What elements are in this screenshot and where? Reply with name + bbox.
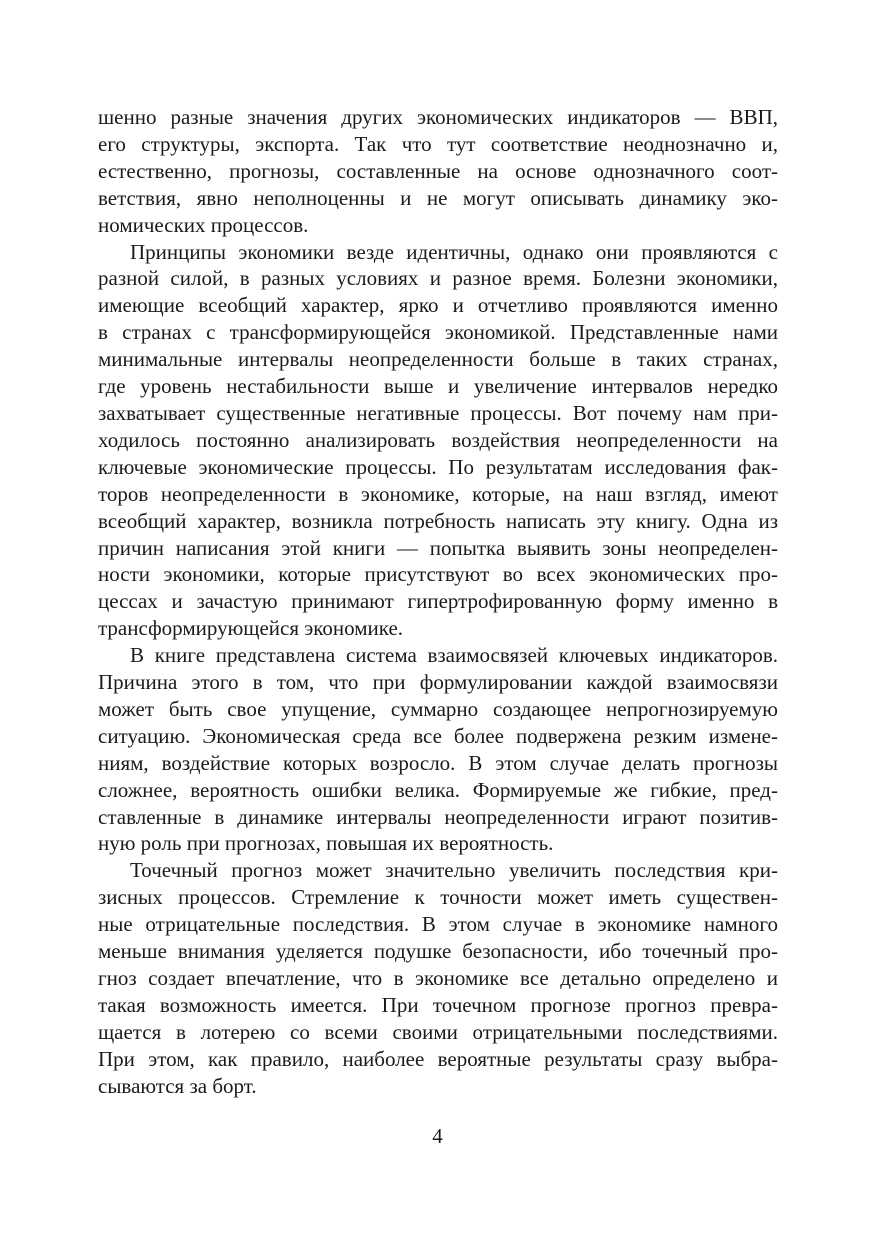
paragraph-2 <box>98 239 778 643</box>
text-line: сложнее, вероятность ошибки велика. Формируемые же гибкие, пред- <box>98 777 778 802</box>
text-line: трансформирующейся экономике. <box>98 616 404 641</box>
text-line: ности экономики, которые присутствуют во всех экономических про- <box>98 562 778 587</box>
text-line: ные отрицательные последствия. В этом случае в экономике намного <box>98 912 778 937</box>
paragraph-1 <box>98 104 778 239</box>
text-line: зисных процессов. Стремление к точности может иметь существен- <box>98 885 778 910</box>
text-line: разной силой, в разных условиях и разное время. Болезни экономики, <box>98 266 778 291</box>
text-line: торов неопределенности в экономике, которые, на наш взгляд, имеют <box>98 481 778 506</box>
text-line: гноз создает впечатление, что в экономике все детально определено и <box>98 966 778 990</box>
text-line: Причина этого в том, что при формулировании каждой взаимосвязи <box>98 670 778 695</box>
text-line: имеющие всеобщий характер, ярко и отчетливо проявляются именно <box>98 293 778 318</box>
page-body <box>98 104 778 1100</box>
text-line: всеобщий характер, возникла потребность написать эту книгу. Одна из <box>98 508 778 533</box>
text-line: При этом, как правило, наиболее вероятные результаты сразу выбра- <box>98 1046 778 1071</box>
text-line: В книге представлена система взаимосвязей ключевых индикаторов. <box>130 643 778 668</box>
text-line: такая возможность имеется. При точечном прогнозе прогноз превра- <box>98 992 778 1017</box>
page-number: 4 <box>432 1124 443 1148</box>
text-line: ставленные в динамике интервалы неопределенности играют позитив- <box>98 804 778 829</box>
text-line: шенно разные значения других экономических индикаторов — ВВП, <box>98 105 778 129</box>
paragraph-4 <box>98 857 778 1099</box>
text-line: причин написания этой книги — попытка выявить зоны неопределен- <box>98 535 778 560</box>
text-line: ветствия, явно неполноценны и не могут описывать динамику эко- <box>98 185 778 210</box>
paragraph-3 <box>98 642 778 857</box>
text-line: может быть свое упущение, суммарно создающее непрогнозируемую <box>98 696 778 721</box>
text-line: Принципы экономики везде идентичны, однако они проявляются с <box>130 239 778 264</box>
text-line: ходилось постоянно анализировать воздействия неопределенности на <box>98 427 778 452</box>
text-line: меньше внимания уделяется подушке безопасности, ибо точечный про- <box>98 939 778 964</box>
text-line: ситуацию. Экономическая среда все более подвержена резким измене- <box>98 723 778 748</box>
text-line: цессах и зачастую принимают гипертрофированную форму именно в <box>98 589 778 614</box>
text-line: где уровень нестабильности выше и увеличение интервалов нередко <box>98 374 778 399</box>
text-line: номических процессов. <box>98 212 309 237</box>
text-line: ную роль при прогнозах, повышая их вероятность. <box>98 831 554 856</box>
text-line: ниям, воздействие которых возросло. В этом случае делать прогнозы <box>98 750 778 775</box>
text-line: щается в лотерею со всеми своими отрицательными последствиями. <box>98 1019 778 1044</box>
text-line: естественно, прогнозы, составленные на основе однозначного соот- <box>98 158 778 183</box>
text-line: ключевые экономические процессы. По результатам исследования фак- <box>98 454 778 479</box>
text-line: его структуры, экспорта. Так что тут соответствие неоднозначно и, <box>98 131 778 156</box>
text-line: в странах с трансформирующейся экономикой. Представленные нами <box>98 320 778 345</box>
text-line: захватывает существенные негативные процессы. Вот почему нам при- <box>98 400 778 425</box>
text-line: минимальные интервалы неопределенности больше в таких странах, <box>98 347 778 372</box>
text-line: Точечный прогноз может значительно увеличить последствия кри- <box>130 858 778 883</box>
text-line: сываются за борт. <box>98 1073 257 1098</box>
